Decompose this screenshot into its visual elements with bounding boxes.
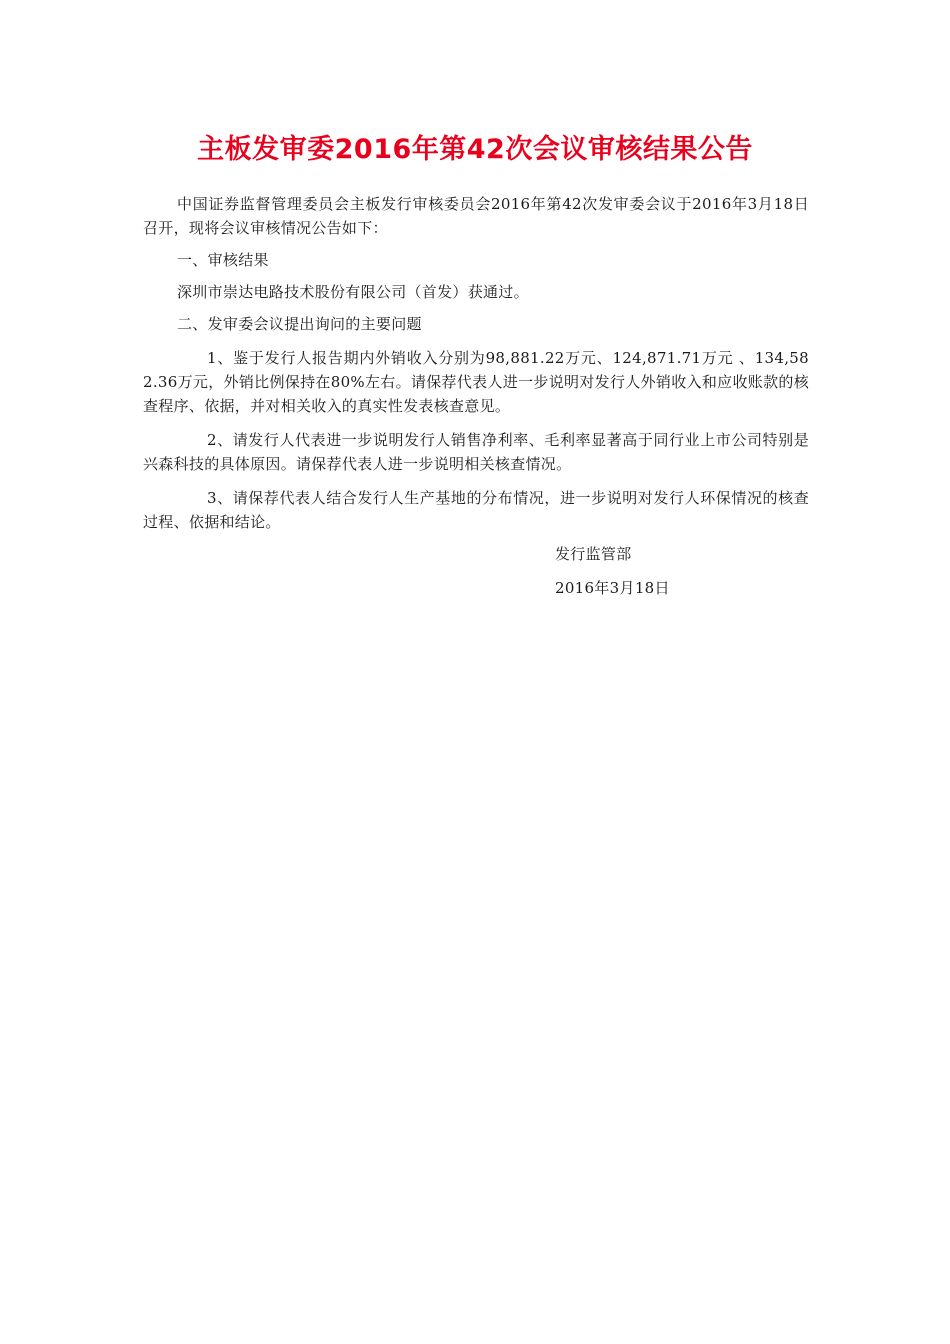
document-body: [143, 192, 809, 534]
question-3: 3、请保荐代表人结合发行人生产基地的分布情况，进一步说明对发行人环保情况的核查过程、依据和结论。: [143, 489, 809, 531]
document-title: 主板发审委2016年第42次会议审核结果公告: [197, 134, 753, 165]
question-1: 1、鉴于发行人报告期内外销收入分别为98,881.22万元、124,871.71万元 、134,582.36万元，外销比例保持在80%左右。请保荐代表人进一步说明对发行人外销收入和应收账款的核查程序、依据，并对相关收入的真实性发表核查意见。: [143, 349, 809, 415]
section1-result: 深圳市崇达电路技术股份有限公司（首发）获通过。: [177, 283, 529, 301]
signature-department: 发行监管部: [555, 545, 632, 563]
intro-paragraph: 中国证券监督管理委员会主板发行审核委员会2016年第42次发审委会议于2016年3月18日召开，现将会议审核情况公告如下：: [143, 195, 809, 237]
section2-heading: 二、发审委会议提出询问的主要问题: [177, 315, 422, 333]
signature-date: 2016年3月18日: [555, 579, 670, 597]
section1-heading: 一、审核结果: [177, 251, 269, 269]
question-2: 2、请发行人代表进一步说明发行人销售净利率、毛利率显著高于同行业上市公司特别是兴森科技的具体原因。请保荐代表人进一步说明相关核查情况。: [143, 431, 809, 473]
